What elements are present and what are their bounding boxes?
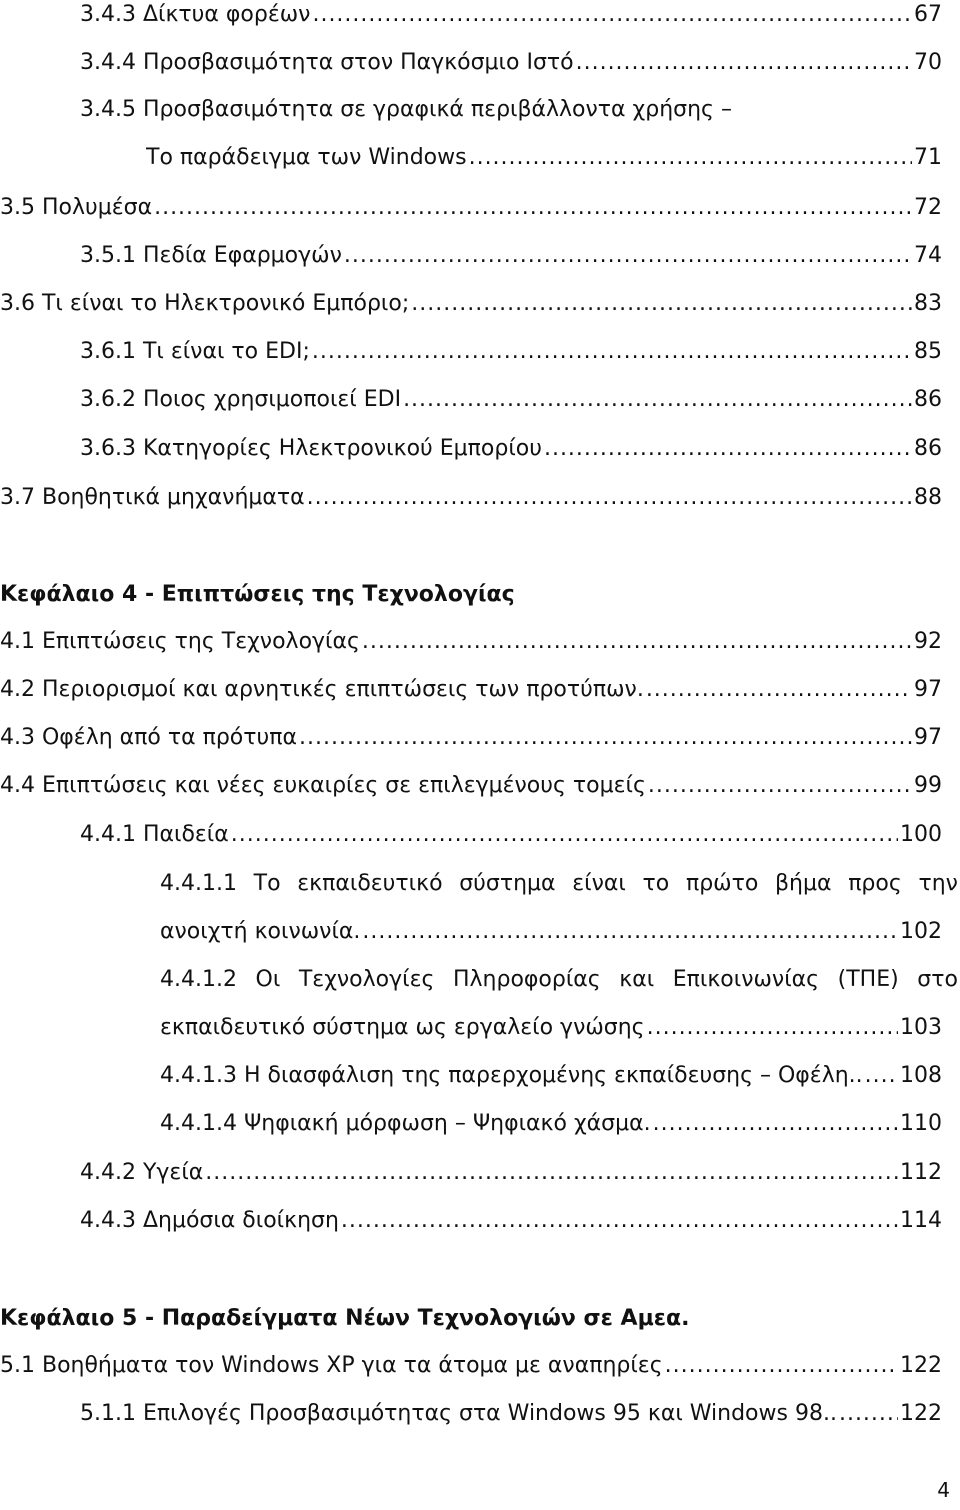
toc-entry-label: 4.4.1.3 Η διασφάλιση της παρερχομένης εκπαίδευσης – Οφέλη.. (160, 1063, 863, 1088)
toc-entry-page: 74 (914, 243, 942, 268)
toc-entry-label: 3.6.3 Κατηγορίες Ηλεκτρονικού Εμπορίου (80, 436, 542, 461)
toc-entry (80, 1394, 942, 1434)
chapter-heading: Κεφάλαιο 4 - Επιπτώσεις της Τεχνολογίας (0, 582, 515, 607)
toc-entry-page: 86 (914, 387, 942, 412)
toc-entry-wrapped-line: 3.4.5 Προσβασιμότητα σε γραφικά περιβάλλοντα χρήσης – (80, 97, 732, 122)
toc-entry (0, 478, 942, 518)
toc-entry-page: 72 (914, 195, 942, 220)
chapter-heading: Κεφάλαιο 5 - Παραδείγματα Νέων Τεχνολογιών σε Αμεα. (0, 1306, 690, 1331)
toc-entry-label: 4.4 Επιπτώσεις και νέες ευκαιρίες σε επιλεγμένους τομείς (0, 773, 646, 798)
toc-entry-label: 4.4.1.4 Ψηφιακή μόρφωση – Ψηφιακό χάσμα. (160, 1111, 651, 1136)
toc-entry-label: 4.3 Οφέλη από τα πρότυπα (0, 725, 297, 750)
toc-entry-label: 4.2 Περιορισμοί και αρνητικές επιπτώσεις των προτύπων. (0, 677, 644, 702)
toc-entry-label: εκπαιδευτικό σύστημα ως εργαλείο γνώσης (160, 1015, 645, 1040)
toc-entry-page: 103 (900, 1015, 942, 1040)
toc-entry-page: 71 (914, 145, 942, 170)
toc-entry-page: 85 (914, 339, 942, 364)
word: Οι (255, 967, 281, 992)
toc-entry (80, 429, 942, 469)
toc-entry-label: 5.1 Βοηθήματα τον Windows XP για τα άτομα με αναπηρίες (0, 1353, 663, 1378)
toc-leader-dots (469, 138, 912, 178)
toc-leader-dots (362, 912, 898, 952)
toc-leader-dots (299, 718, 912, 758)
toc-entry-page: 102 (900, 919, 942, 944)
word: σύστημα (459, 871, 556, 896)
word: Το (253, 871, 281, 896)
toc-entry (160, 912, 942, 952)
toc-entry-label: Το παράδειγμα των Windows (146, 145, 467, 170)
toc-entry-label: 4.4.3 Δημόσια διοίκηση (80, 1208, 339, 1233)
word: την (918, 871, 958, 896)
toc-entry-label: 3.5.1 Πεδία Εφαρμογών (80, 243, 342, 268)
toc-entry-page: 70 (914, 50, 942, 75)
toc-entry-wrapped-line (160, 960, 958, 1000)
toc-entry (160, 1104, 942, 1144)
toc-leader-dots (576, 43, 912, 83)
toc-entry (80, 815, 942, 855)
toc-entry-label: 3.6 Τι είναι το Ηλεκτρονικό Εμπόριο; (0, 291, 410, 316)
toc-entry-page: 112 (900, 1160, 942, 1185)
toc-entry (0, 1346, 942, 1386)
toc-entry (0, 622, 942, 662)
toc-entry-page: 97 (914, 677, 942, 702)
word: και (619, 967, 655, 992)
toc-entry-label: 4.4.1 Παιδεία (80, 822, 229, 847)
toc-entry (80, 43, 942, 83)
toc-leader-dots (362, 622, 912, 662)
toc-entry-page: 122 (900, 1353, 942, 1378)
toc-leader-dots (344, 236, 912, 276)
toc-leader-dots (341, 1201, 898, 1241)
toc-entry-page: 67 (914, 2, 942, 27)
toc-entry-page: 97 (914, 725, 942, 750)
word: Τεχνολογίες (298, 967, 435, 992)
word: είναι (572, 871, 626, 896)
toc-leader-dots (411, 284, 912, 324)
toc-entry (160, 1056, 942, 1096)
toc-entry-page: 110 (900, 1111, 942, 1136)
toc-entry (160, 1008, 942, 1048)
toc-leader-dots (307, 478, 912, 518)
word: 4.4.1.2 (160, 967, 237, 992)
toc-entry-label: 3.6.2 Ποιος χρησιμοποιεί EDI (80, 387, 402, 412)
toc-leader-dots (312, 332, 912, 372)
toc-entry-wrapped-line (160, 864, 958, 904)
word: εκπαιδευτικό (297, 871, 443, 896)
word: (ΤΠΕ) (837, 967, 899, 992)
toc-entry (80, 1201, 942, 1241)
toc-entry-page: 99 (914, 773, 942, 798)
toc-entry-label: 4.1 Επιπτώσεις της Τεχνολογίας (0, 629, 360, 654)
toc-entry (146, 138, 942, 178)
toc-entry-label: 3.6.1 Τι είναι το EDI; (80, 339, 310, 364)
toc-entry-label: 4.4.2 Υγεία (80, 1160, 204, 1185)
toc-entry (0, 766, 942, 806)
toc-entry-label: 3.7 Βοηθητικά μηχανήματα (0, 485, 305, 510)
toc-leader-dots (646, 670, 912, 710)
toc-entry-page: 122 (900, 1401, 942, 1426)
toc-entry (0, 284, 942, 324)
toc-leader-dots (865, 1056, 898, 1096)
toc-entry-page: 108 (900, 1063, 942, 1088)
word: προς (848, 871, 902, 896)
word: 4.4.1.1 (160, 871, 237, 896)
toc-entry-page: 100 (900, 822, 942, 847)
toc-leader-dots (231, 815, 898, 855)
toc-entry-label: ανοιχτή κοινωνία. (160, 919, 361, 944)
word: Επικοινωνίας (672, 967, 820, 992)
toc-entry-page: 88 (914, 485, 942, 510)
toc-entry (80, 380, 942, 420)
toc-entry (80, 332, 942, 372)
toc-leader-dots (403, 380, 912, 420)
toc-leader-dots (312, 0, 912, 35)
page-number: 4 (937, 1478, 950, 1502)
toc-entry-label: 3.4.4 Προσβασιμότητα στον Παγκόσμιο Ιστό (80, 50, 574, 75)
toc-entry (80, 0, 942, 35)
toc-entry-label: 5.1.1 Επιλογές Προσβασιμότητας στα Windows 95 και Windows 98.. (80, 1401, 837, 1426)
word: πρώτο (685, 871, 759, 896)
toc-entry-page: 114 (900, 1208, 942, 1233)
toc-leader-dots (205, 1153, 898, 1193)
toc-entry-page: 86 (914, 436, 942, 461)
toc-entry (80, 236, 942, 276)
word: βήμα (775, 871, 832, 896)
toc-leader-dots (544, 429, 912, 469)
toc-leader-dots (665, 1346, 898, 1386)
toc-entry-page: 92 (914, 629, 942, 654)
toc-entry-label: 3.5 Πολυμέσα (0, 195, 153, 220)
word: στο (917, 967, 958, 992)
toc-leader-dots (839, 1394, 898, 1434)
toc-leader-dots (648, 766, 912, 806)
word: Πληροφορίας (452, 967, 601, 992)
toc-entry (0, 188, 942, 228)
toc-entry-page: 83 (914, 291, 942, 316)
toc-entry (0, 670, 942, 710)
toc-entry-label: 3.4.3 Δίκτυα φορέων (80, 2, 311, 27)
toc-leader-dots (154, 188, 912, 228)
toc-leader-dots (647, 1008, 898, 1048)
toc-entry (0, 718, 942, 758)
word: το (642, 871, 670, 896)
toc-entry (80, 1153, 942, 1193)
toc-leader-dots (653, 1104, 898, 1144)
